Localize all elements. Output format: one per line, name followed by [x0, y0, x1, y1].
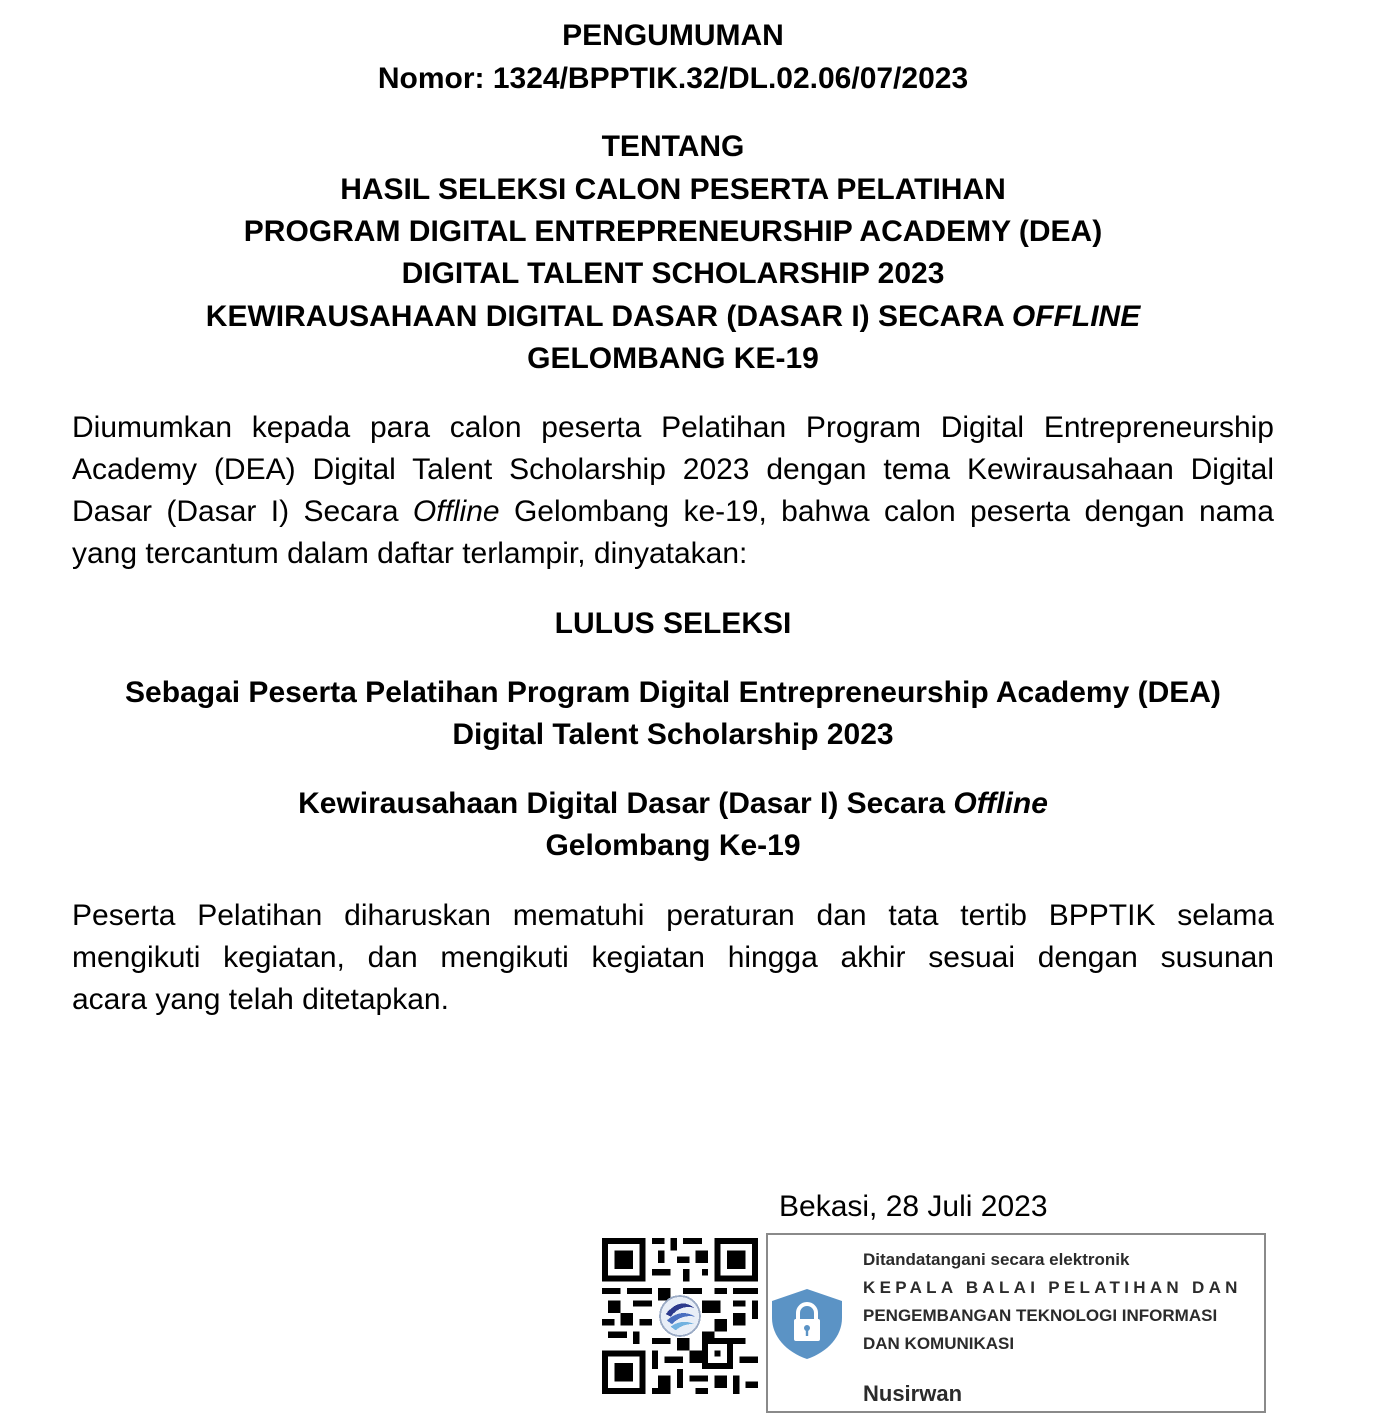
signer-position-line-3: DAN KOMUNIKASI [863, 1334, 1015, 1353]
subject-line-5: GELOMBANG KE-19 [527, 342, 819, 375]
result-line-2: Digital Talent Scholarship 2023 [452, 718, 894, 751]
subject-line-4 [0, 296, 1346, 338]
closing-line: Peserta Pelatihan diharuskan mematuhi peraturan dan tata tertib BPPTIK selama [72, 899, 1274, 932]
intro-line: Diumumkan kepada para calon peserta Pelatihan Program Digital Entrepreneurship [72, 411, 1274, 444]
intro-line-3a: Dasar (Dasar I) Secara [72, 495, 413, 528]
document-number: Nomor: 1324/BPPTIK.32/DL.02.06/07/2023 [377, 62, 969, 95]
result-line-4: Gelombang Ke-19 [545, 829, 801, 862]
signed-note: Ditandatangani secara elektronik [863, 1250, 1130, 1269]
about-label: TENTANG [601, 130, 745, 163]
document-title: PENGUMUMAN [562, 19, 784, 52]
subject-line-3: DIGITAL TALENT SCHOLARSHIP 2023 [401, 257, 945, 290]
intro-line [72, 491, 1274, 533]
signer-position-line-2: PENGEMBANGAN TEKNOLOGI INFORMASI [863, 1306, 1218, 1325]
subject-line-1: HASIL SELEKSI CALON PESERTA PELATIHAN [340, 173, 1006, 206]
subject-offline: OFFLINE [1011, 300, 1141, 333]
result-line-1: Sebagai Peserta Pelatihan Program Digital Entrepreneurship Academy (DEA) [125, 676, 1221, 709]
intro-line-3b: Gelombang ke-19, bahwa calon peserta dengan nama [499, 495, 1274, 528]
signer-name: Nusirwan [863, 1381, 963, 1406]
shield-lock-icon [770, 1288, 844, 1360]
result-line-3-text: Kewirausahaan Digital Dasar (Dasar I) Secara [298, 787, 954, 820]
result-line-3 [0, 783, 1346, 825]
intro-paragraph [72, 407, 1274, 575]
closing-paragraph [72, 895, 1274, 1021]
result-offline: Offline [953, 787, 1048, 820]
place-date: Bekasi, 28 Juli 2023 [779, 1190, 1048, 1223]
intro-offline: Offline [412, 495, 500, 528]
subject-line-2: PROGRAM DIGITAL ENTREPRENEURSHIP ACADEMY (DEA) [243, 215, 1103, 248]
result-status: LULUS SELEKSI [554, 607, 792, 640]
qr-code [602, 1238, 758, 1394]
subject-line-4-text: KEWIRAUSAHAAN DIGITAL DASAR (DASAR I) SECARA [205, 300, 1012, 333]
intro-line: Academy (DEA) Digital Talent Scholarship 2023 dengan tema Kewirausahaan Digital [72, 453, 1274, 486]
closing-line: mengikuti kegiatan, dan mengikuti kegiatan hingga akhir sesuai dengan susunan [72, 941, 1274, 974]
closing-line: acara yang telah ditetapkan. [72, 983, 449, 1016]
intro-line: yang tercantum dalam daftar terlampir, dinyatakan: [72, 537, 748, 570]
signer-position-line-1: KEPALA BALAI PELATIHAN DAN [863, 1278, 1242, 1297]
